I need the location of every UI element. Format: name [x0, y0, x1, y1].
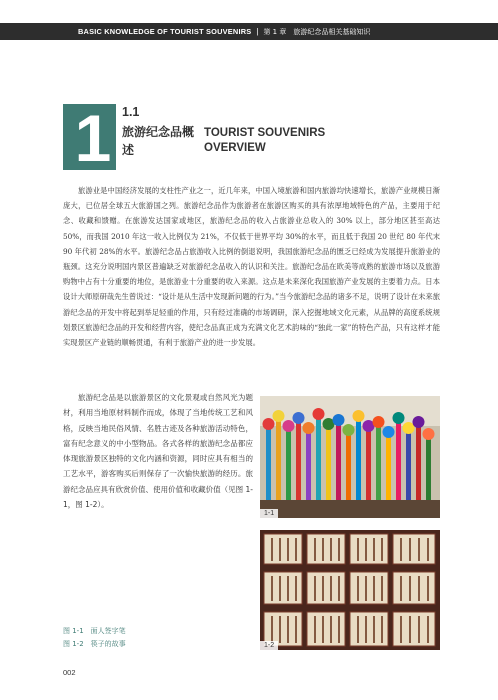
section-number: 1.1: [122, 105, 140, 119]
running-header: [0, 23, 498, 40]
figure-1-1-tag: 1-1: [260, 509, 278, 518]
dough-figure-pens-illustration: [260, 396, 440, 518]
chopstick-boxes-illustration: [260, 530, 440, 650]
header-book-title: BASIC KNOWLEDGE OF TOURIST SOUVENIRS: [78, 27, 252, 36]
body-paragraph: 旅游业是中国经济发展的支柱性产业之一，近几年来，中国入境旅游和国内旅游均快速增长，旅游产业规模日渐庞大，已位居全球五大旅游国之列。旅游纪念品作为旅游者在旅游区购买的具有浓厚地域特色的产品，主要用于纪念、收藏和馈赠。在旅游发达国家或地区，旅游纪念品的收入占旅游业总收入的 30% 以上，部分地区甚至高达 50%，而我国 2010 年这一收入比例仅为 21%，不仅低于世界平均 30%的水平，而且低于我国 20 世纪 80 年代末 90 年代初 28%的水平。旅游纪念品占旅游收入比例的倒退说明，我国旅游纪念品的匮乏已经成为发展提升旅游业的瓶颈。这充分说明国内景区普遍缺乏对旅游纪念品收入的认识和关注。旅游纪念品在欧美等成熟的旅游市场以及旅游购物中占有十分重要的地位，是旅游业十分重要的收入来源。这点是未来深化我国旅游产业发展的主要着力点。日本设计大师原研哉先生曾说过：“设计是从生活中发现新问题的行为。”当今旅游纪念品的诸多不足，说明了设计在未来旅游纪念品的开发中将起到举足轻重的作用，只有经过准确的市场调研，深入挖掘地域文化元素，从品牌的高度系统规划景区旅游纪念品的开发和经营内容，使纪念品真正成为充满文化艺术韵味的“独此一家”的特色产品，只有这样才能实现景区产业链的顺畅贯通，有利于旅游产业的进一步发展。: [63, 186, 440, 348]
figure-1-2-caption: 图 1-2 筷子的故事: [63, 640, 126, 648]
header-chapter-title: 第 1 章 旅游纪念品相关基础知识: [263, 27, 371, 36]
figure-1-2-image: [260, 530, 440, 650]
chapter-digit: 1: [74, 101, 112, 175]
figure-1-1-image: [260, 396, 440, 518]
section-title-cn: 旅游纪念品概述: [122, 125, 195, 157]
figure-1-1-caption: 图 1-1 面人签字笔: [63, 627, 126, 635]
header-separator: |: [256, 27, 259, 36]
figure-1-2-tag: 1-2: [260, 641, 278, 650]
column-paragraph: 旅游纪念品是以旅游景区的文化景观或自然风光为题材，利用当地原材料制作而成，体现了当地传统工艺和风格，反映当地民俗风情、名胜古迹及各种旅游活动特色，富有纪念意义的中小型物品。各式各样的旅游纪念品都应体现旅游景区独特的文化内涵和资源，同时应具有相当的工艺水平，游客购买后则保存了一次愉快旅游的经历。旅游纪念品应具有欣赏价值、使用价值和收藏价值（见图 1-1，图 1-2）。: [63, 393, 253, 510]
section-title-en: TOURIST SOUVENIRS OVERVIEW: [204, 127, 326, 154]
page-number: 002: [63, 668, 76, 677]
